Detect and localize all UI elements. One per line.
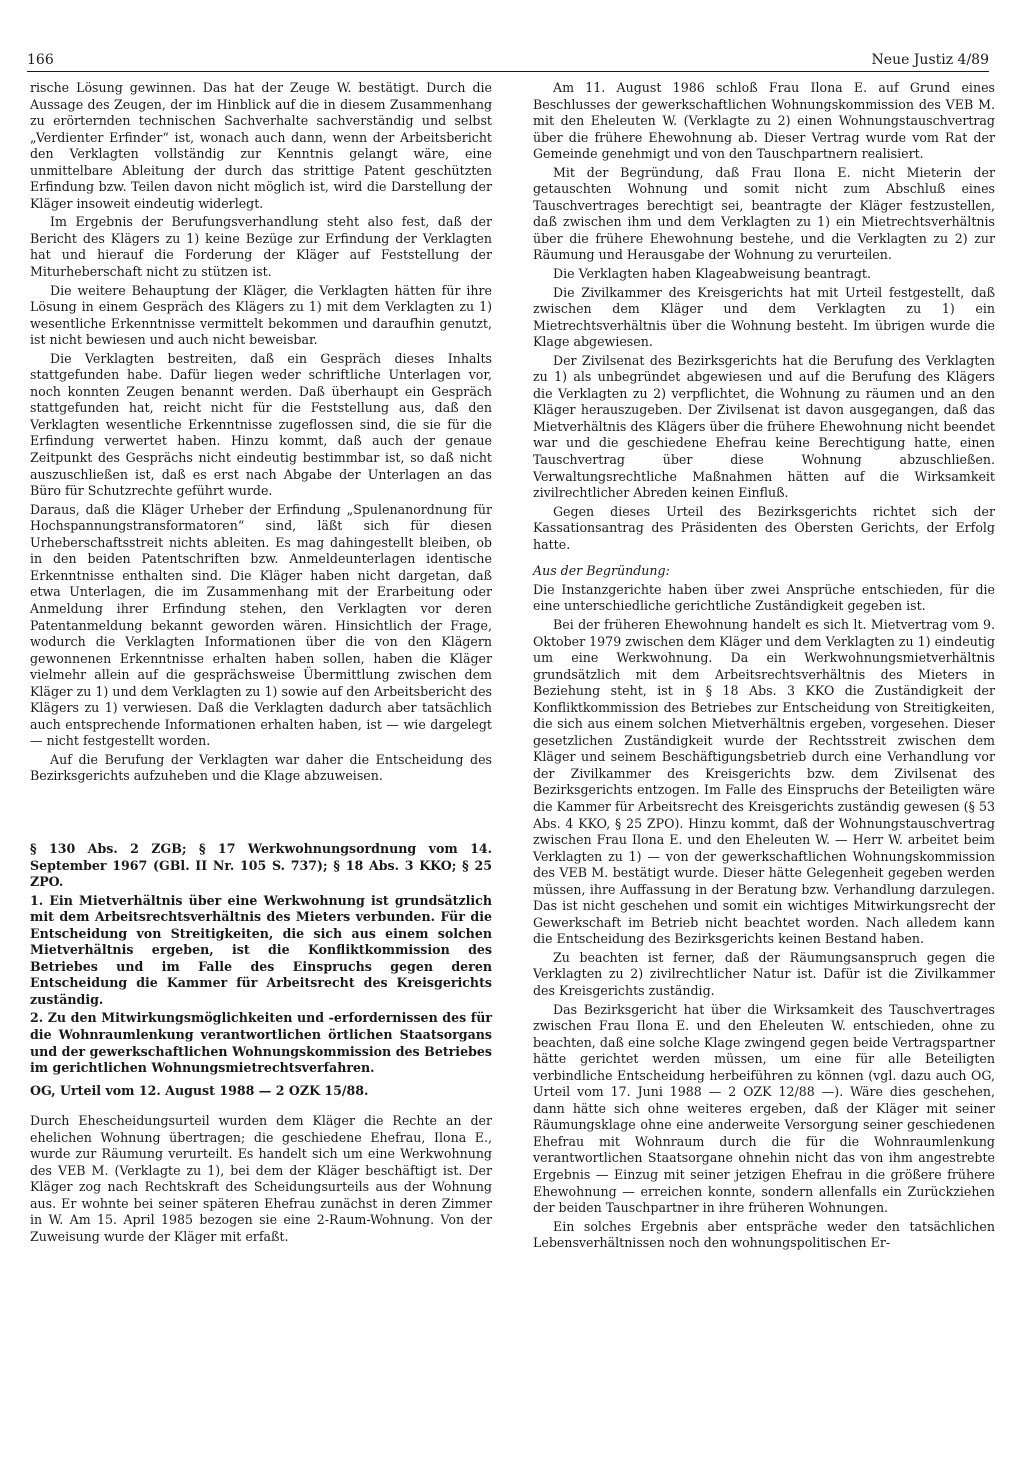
paragraph: Die weitere Behauptung der Kläger, die Verklagten hätten für ihre Lösung in einem Gespräch des Klägers zu 1) mit dem Verklagten zu 1) wesentliche Erkenntnisse vermittelt bekommen und daraufhin genutzt, ist nicht bewiesen und auch nicht beweisbar. bbox=[30, 282, 492, 348]
left-column bbox=[30, 80, 492, 1248]
paragraph: Am 11. August 1986 schloß Frau Ilona E. auf Grund eines Beschlusses der gewerkschaftlichen Wohnungskommission des VEB M. mit den Eheleuten W. (Verklagte zu 2) einen Wohnungstauschvertrag über die frühere Ehewohnung ab. Dieser Vertrag wurde vom Rat der Gemeinde genehmigt und von den Tauschpartnern realisiert. bbox=[533, 80, 995, 162]
section-heading: § 130 Abs. 2 ZGB; § 17 Werkwohnungsordnung vom 14. September 1967 (GBl. II Nr. 105 S. 737); § 18 Abs. 3 KKO; § 25 ZPO. bbox=[30, 840, 492, 890]
header-rule bbox=[27, 71, 989, 72]
paragraph: Ein solches Ergebnis aber entspräche weder den tatsächlichen Lebensverhältnissen noch den wohnungspolitischen Er- bbox=[533, 1218, 995, 1251]
paragraph: Die Verklagten bestreiten, daß ein Gespräch dieses Inhalts stattgefunden habe. Dafür liegen weder schriftliche Unterlagen vor, noch konnten Zeugen benannt werden. Daß überhaupt ein Gespräch stattgefunden hat, reicht nicht für die Feststellung aus, daß den Verklagten wesentliche Erkenntnisse zugeflossen sind, die sie für die Erfindung verwertet haben. Hinzu kommt, daß auch der genaue Zeitpunkt des Gesprächs nicht eindeutig bestimmbar ist, so daß nicht auszuschließen ist, daß es erst nach Abgabe der Unterlagen an das Büro für Schutzrechte geführt wurde. bbox=[30, 350, 492, 499]
paragraph: Auf die Berufung der Verklagten war daher die Entscheidung des Bezirksgerichts aufzuheben und die Klage abzuweisen. bbox=[30, 751, 492, 784]
paragraph: Bei der früheren Ehewohnung handelt es sich lt. Mietvertrag vom 9. Oktober 1979 zwischen dem Kläger und dem Verklagten zu 1) eindeutig um eine Werkwohnung. Da ein Werkwohnungsmietverhältnis grundsätzlich mit dem Arbeitsrechtsverhältnis des Mieters in Beziehung steht, ist in § 18 Abs. 3 KKO die Zuständigkeit der Konfliktkommission des Betriebes zur Entscheidung von Streitigkeiten, die sich aus einem solchen Mietverhältnis ergeben, vorgesehen. Dieser gesetzlichen Zuständigkeit wurde der Rechtsstreit zwischen dem Kläger und seinem Beschäftigungsbetrieb durch eine Verhandlung vor der Zivilkammer des Kreisgerichts bzw. dem Zivilsenat des Bezirksgerichts entzogen. Im Falle des Einspruchs der Beteiligten wäre die Kammer für Arbeitsrecht des Kreisgerichts zuständig gewesen (§ 53 Abs. 4 KKO, § 25 ZPO). Hinzu kommt, daß der Wohnungstauschvertrag zwischen Frau Ilona E. und den Eheleuten W. — Herr W. arbeitet beim Verklagten zu 1) — von der gewerkschaftlichen Wohnungskommission des VEB M. bestätigt wurde. Dieser hätte Gelegenheit gegeben werden müssen, ihre Auffassung in der Beratung bzw. Verhandlung darzulegen. Das ist nicht geschehen und somit ein wichtiges Mitwirkungsrecht der Gewerkschaft im Betrieb nicht beachtet worden. Nach alledem kann die Entscheidung des Bezirksgerichts keinen Bestand haben. bbox=[533, 616, 995, 947]
right-column bbox=[533, 80, 995, 1254]
paragraph: Zu beachten ist ferner, daß der Räumungsanspruch gegen die Verklagten zu 2) zivilrechtlicher Natur ist. Dafür ist die Zivilkammer des Kreisgerichts zuständig. bbox=[533, 949, 995, 998]
paragraph: Mit der Begründung, daß Frau Ilona E. nicht Mieterin der getauschten Wohnung und somit nicht zum Abschluß eines Tauschvertrages berechtigt sei, beantragte der Kläger festzustellen, daß zwischen ihm und dem Verklagten zu 1) ein Mietrechtsverhältnis über die frühere Ehewohnung bestehe, und die Verklagten zu 2) zur Räumung und Herausgabe der Wohnung zu verurteilen. bbox=[533, 164, 995, 263]
page-number: 166 bbox=[27, 52, 54, 68]
headnote: 1. Ein Mietverhältnis über eine Werkwohnung ist grundsätzlich mit dem Arbeitsrechtsverhältnis des Mieters verbunden. Für die Entscheidung von Streitigkeiten, die sich aus einem solchen Mietverhältnis ergeben, ist die Konfliktkommission des Betriebes und im Falle des Einspruchs gegen deren Entscheidung die Kammer für Arbeitsrecht des Kreisgerichts zuständig. bbox=[30, 892, 492, 1007]
paragraph: Der Zivilsenat des Bezirksgerichts hat die Berufung des Verklagten zu 1) als unbegründet abgewiesen und auf die Berufung des Klägers die Verklagten zu 2) verpflichtet, die Wohnung zu räumen und an den Kläger herauszugeben. Der Zivilsenat ist davon ausgegangen, daß das Mietverhältnis des Klägers über die frühere Ehewohnung nicht beendet war und die geschiedene Ehefrau keine Berechtigung hatte, einen Tauschvertrag über diese Wohnung abzuschließen. Verwaltungsrechtliche Maßnahmen hätten auf die Wirksamkeit zivilrechtlicher Abreden keinen Einfluß. bbox=[533, 352, 995, 501]
paragraph: Gegen dieses Urteil des Bezirksgerichts richtet sich der Kassationsantrag des Präsidenten des Obersten Gerichts, der Erfolg hatte. bbox=[533, 503, 995, 552]
paragraph: Im Ergebnis der Berufungsverhandlung steht also fest, daß der Bericht des Klägers zu 1) keine Bezüge zur Erfindung der Verklagten hat und hierauf die Forderung der Kläger auf Feststellung der Miturheberschaft nicht zu stützen ist. bbox=[30, 214, 492, 280]
paragraph: Die Verklagten haben Klageabweisung beantragt. bbox=[553, 266, 871, 282]
paragraph: Das Bezirksgericht hat über die Wirksamkeit des Tauschvertrages zwischen Frau Ilona E. und den Eheleuten W. entschieden, ohne zu beachten, daß eine solche Klage zwingend gegen beide Vertragspartner hätte gerichtet werden müssen, um eine für alle Beteiligten verbindliche Entscheidung herbeiführen zu können (vgl. dazu auch OG, Urteil vom 17. Juni 1988 — 2 OZK 12/88 —). Wäre dies geschehen, dann hätte sich ohne weiteres ergeben, daß der Kläger mit seiner Räumungsklage ohne eine anderweite Versorgung seiner geschiedenen Ehefrau mit Wohnraum durch die für die Wohnraumlenkung verantwortlichen Staatsorgane ohnehin nicht das von ihm angestrebte Ergebnis — Einzug mit seiner jetzigen Ehefrau in die größere frühere Ehewohnung — erreichen konnte, sondern allenfalls ein Zurückziehen der beiden Tauschpartner in ihre früheren Wohnungen. bbox=[533, 1001, 995, 1216]
paragraph: Durch Ehescheidungsurteil wurden dem Kläger die Rechte an der ehelichen Wohnung übertragen; die geschiedene Ehefrau, Ilona E., wurde zur Räumung verurteilt. Es handelt sich um eine Werkwohnung des VEB M. (Verklagte zu 1), bei dem der Kläger beschäftigt ist. Der Kläger zog nach Rechtskraft des Scheidungsurteils aus der Wohnung aus. Er wohnte bei seiner späteren Ehefrau zunächst in deren Zimmer in W. Am 15. April 1985 bezogen sie eine 2-Raum-Wohnung. Von der Zuweisung wurde der Kläger mit erfaßt. bbox=[30, 1113, 492, 1244]
paragraph: rische Lösung gewinnen. Das hat der Zeuge W. bestätigt. Durch die Aussage des Zeugen, der im Hinblick auf die in diesem Zusammenhang zu erörternden technischen Sachverhalte sachverständig und selbst „Verdienter Erfinder“ ist, wonach auch dann, wenn der Arbeitsbericht den Verklagten vollständig zur Kenntnis gelangt wäre, eine unmittelbare Ableitung der durch das strittige Patent geschützten Erfindung bzw. Teilen davon nicht möglich ist, wird die Darstellung der Kläger insoweit eindeutig widerlegt. bbox=[30, 80, 492, 211]
paragraph: Daraus, daß die Kläger Urheber der Erfindung „Spulenanordnung für Hochspannungstransformatoren“ sind, läßt sich für diesen Urheberschaftsstreit nichts ableiten. Es mag dahingestellt bleiben, ob in den beiden Patentschriften bzw. Anmeldeunterlagen identische Erkenntnisse enthalten sind. Die Kläger haben nicht dargetan, daß etwa Unterlagen, die im Zusammenhang mit der Erarbeitung oder Anmeldung ihrer Erfindung stehen, den Verklagten vor deren Patentanmeldung bekannt geworden wären. Hinsichtlich der Frage, wodurch die Verklagten Informationen über die von den Klägern gewonnenen Erkenntnisse erhalten haben sollen, haben die Kläger vielmehr allein auf die gesprächsweise Übermittlung zwischen dem Kläger zu 1) und dem Verklagten zu 1) sowie auf den Arbeitsbericht des Klägers zu 1) verwiesen. Daß die Verklagten dadurch aber tatsächlich auch entsprechende Informationen erhalten haben, ist — wie dargelegt — nicht festgestellt worden. bbox=[30, 501, 492, 749]
journal-info: Neue Justiz 4/89 bbox=[871, 52, 989, 68]
court-reference: OG, Urteil vom 12. August 1988 — 2 OZK 15/88. bbox=[30, 1082, 369, 1098]
subheading: Aus der Begründung: bbox=[533, 563, 670, 579]
paragraph: Die Instanzgerichte haben über zwei Ansprüche entschieden, für die eine unterschiedliche gerichtliche Zuständigkeit gegeben ist. bbox=[533, 581, 995, 614]
paragraph: Die Zivilkammer des Kreisgerichts hat mit Urteil festgestellt, daß zwischen dem Kläger und dem Verklagten zu 1) ein Mietrechtsverhältnis über die Wohnung besteht. Im übrigen wurde die Klage abgewiesen. bbox=[533, 284, 995, 350]
headnote: 2. Zu den Mitwirkungsmöglichkeiten und -erfordernissen des für die Wohnraumlenkung verantwortlichen örtlichen Staatsorgans und der gewerkschaftlichen Wohnungskommission des Betriebes im gerichtlichen Wohnungsmietrechtsverfahren. bbox=[30, 1010, 492, 1076]
